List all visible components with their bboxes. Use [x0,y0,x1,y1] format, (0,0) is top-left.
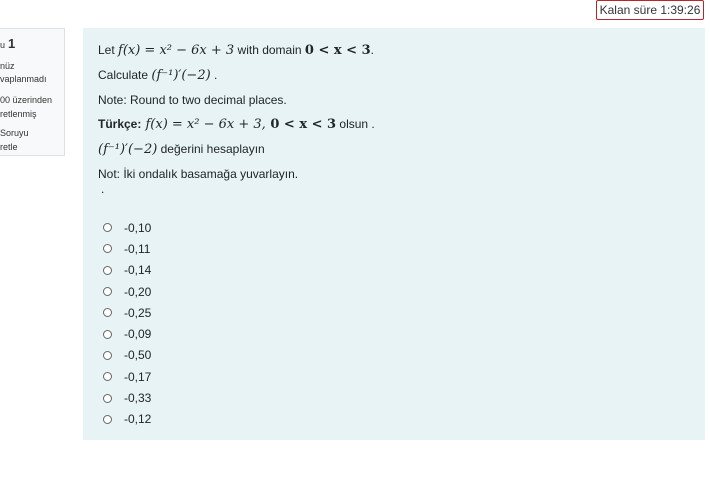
answer-label[interactable]: -0,09 [124,327,152,342]
question-line-turkish-2 [98,137,375,162]
state-line-1: nüz [0,61,15,71]
question-line-2 [98,63,375,88]
radio-icon[interactable] [103,266,112,275]
answer-options [103,217,151,430]
turkish-label: Türkçe: [98,117,142,131]
text-period: . [370,43,374,57]
question-line-turkish [98,112,375,137]
answer-label[interactable]: -0,25 [124,305,152,320]
answer-label[interactable]: -0,11 [124,241,151,256]
answer-option[interactable] [103,345,151,366]
radio-icon[interactable] [103,287,112,296]
answer-label[interactable]: -0,12 [124,412,152,427]
answer-option[interactable] [103,366,151,387]
answer-option[interactable] [103,387,151,408]
answer-label[interactable]: -0,33 [124,391,152,406]
note-turkish: Not: İki ondalık basamağa yuvarlayın. [98,167,299,181]
text-with-domain: with domain [234,43,305,57]
answer-option[interactable] [103,238,151,259]
question-content [83,28,705,440]
answer-label[interactable]: -0,17 [124,369,152,384]
answer-label[interactable]: -0,20 [124,284,152,299]
question-number [0,36,15,51]
answer-label[interactable]: -0,50 [124,348,152,363]
state-line-2: vaplanmadı [0,74,47,84]
text-period-2: . [210,68,218,82]
answer-label[interactable]: -0,10 [124,220,152,235]
turkish-calc-text: değerini hesaplayın [157,142,265,156]
radio-icon[interactable] [103,394,112,403]
answer-label[interactable]: -0,14 [124,263,152,278]
answer-option[interactable] [103,217,151,238]
question-info-panel [0,28,65,156]
radio-icon[interactable] [103,351,112,360]
turkish-function: f(x) = x² − 6x + 3, [141,117,266,132]
radio-icon[interactable] [103,308,112,317]
flag-line-2[interactable]: retle [0,142,18,152]
radio-icon[interactable] [103,415,112,424]
dot-text: . [101,182,105,196]
derivative-expression: (f⁻¹)′(−2) [151,68,211,83]
question-line-1 [98,38,375,63]
flag-question-link[interactable] [0,126,29,154]
turkish-olsun: olsun . [336,117,375,131]
function-expression: f(x) = x² − 6x + 3 [118,43,235,58]
domain-expression: 0 < x < 3 [304,43,371,58]
turkish-domain: 0 < x < 3 [265,117,337,132]
radio-icon[interactable] [103,223,112,232]
question-number-value: 1 [8,36,16,51]
grade-line-2: retlenmiş [0,109,37,119]
answer-option[interactable] [103,323,151,344]
answer-option[interactable] [103,281,151,302]
radio-icon[interactable] [103,244,112,253]
text-calculate: Calculate [98,68,152,82]
radio-icon[interactable] [103,372,112,381]
text-let: Let [98,43,119,57]
grade-line-1: 00 üzerinden [0,95,53,105]
time-remaining: Kalan süre 1:39:26 [596,0,704,20]
answer-option[interactable] [103,260,151,281]
answer-option[interactable] [103,302,151,323]
question-label: u [0,40,6,50]
answer-option[interactable] [103,409,151,430]
question-text [98,38,375,186]
question-state [0,60,47,86]
question-grade [0,93,52,121]
flag-line-1[interactable]: Soruyu [0,128,29,138]
note-english: Note: Round to two decimal places. [98,93,287,107]
radio-icon[interactable] [103,330,112,339]
turkish-derivative-expression: (f⁻¹)′(−2) [98,142,158,157]
